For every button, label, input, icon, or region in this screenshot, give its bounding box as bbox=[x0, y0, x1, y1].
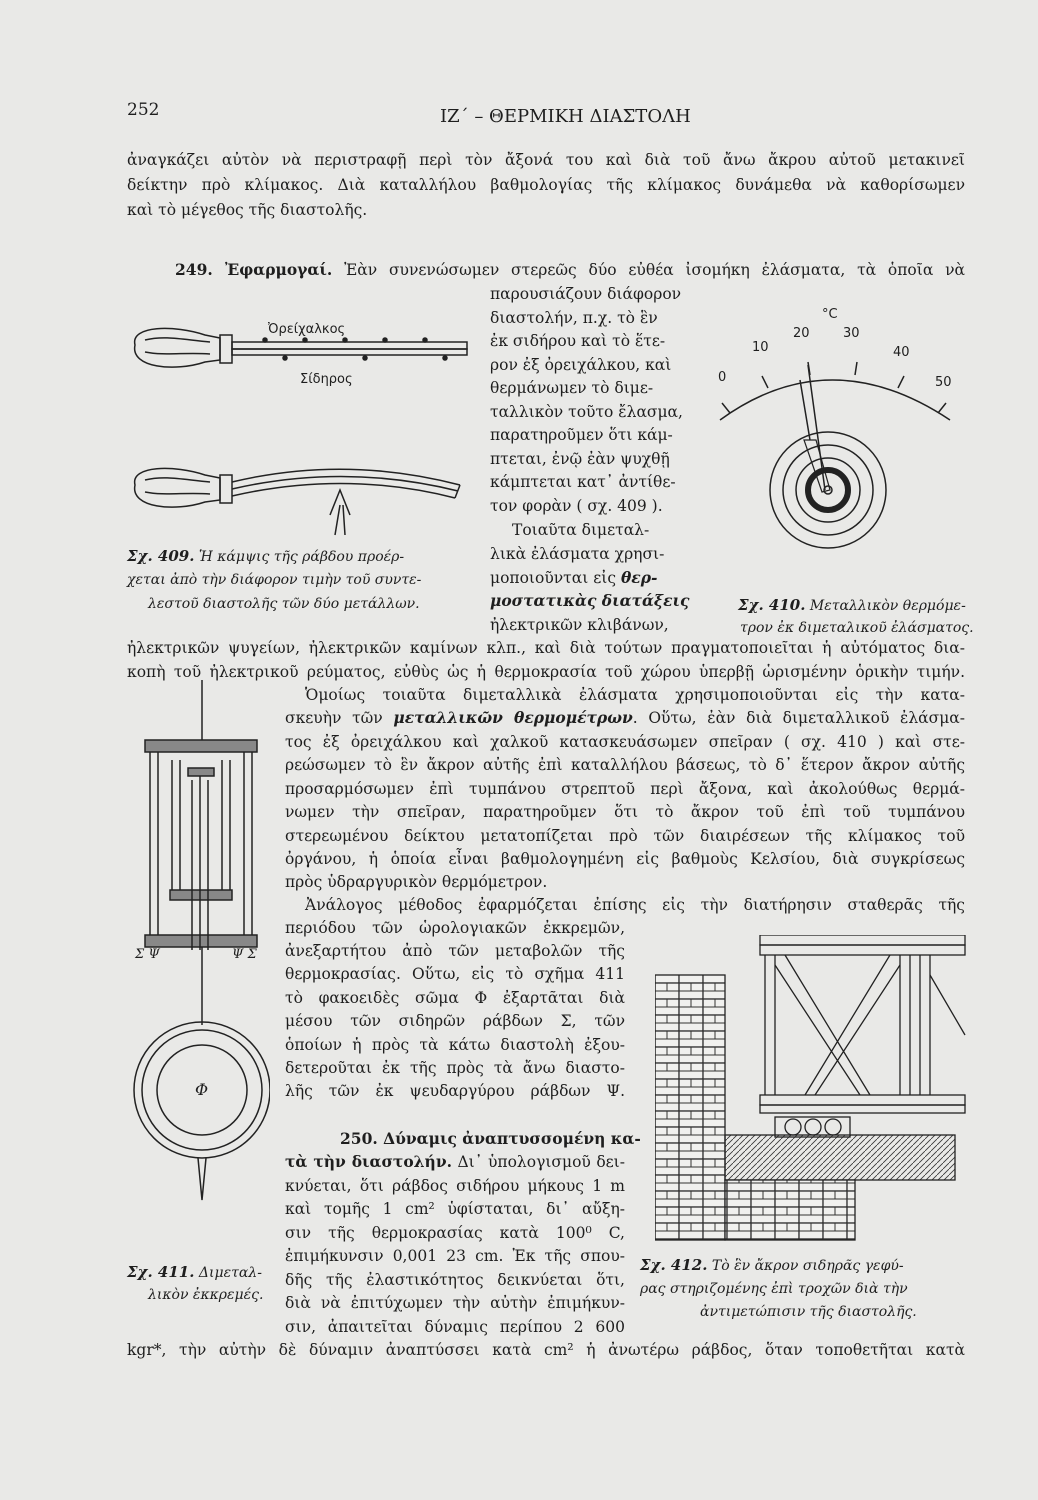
text-line: θερμοκρασίας. Οὕτω, εἰς τὸ σχῆμα 411 bbox=[285, 965, 625, 983]
text-line: τον φορὰν ( σχ. 409 ). bbox=[490, 497, 663, 515]
text: . Οὕτω, ἐὰν διὰ διμεταλλικοῦ ἐλάσμα- bbox=[632, 709, 965, 727]
unit-celsius: °C bbox=[822, 307, 838, 322]
figure-number: Σχ. 412. bbox=[640, 1256, 708, 1274]
tick-label: 50 bbox=[935, 375, 952, 390]
figure-410-caption bbox=[738, 595, 966, 616]
text-line: δῆς τῆς ἐλαστικότητος δεικνύεται ὅτι, bbox=[285, 1271, 625, 1289]
tick-label: 10 bbox=[752, 340, 769, 355]
caption-text: ρας στηριζομένης ἐπὶ τροχῶν διὰ τὴν bbox=[640, 1281, 908, 1297]
figure-409-bimetal-strip bbox=[125, 320, 485, 550]
figure-412-caption bbox=[640, 1255, 904, 1276]
figure-number: Σχ. 409. bbox=[127, 547, 195, 565]
caption-text: Μεταλλικὸν θερμόμε- bbox=[809, 598, 966, 614]
text-line: προσαρμόσωμεν ἐπὶ τυμπάνου στρεπτοῦ περὶ ἄξονα, καὶ ἀκολούθως θερμά- bbox=[285, 780, 965, 798]
caption-text: Διμεταλ- bbox=[198, 1265, 262, 1281]
label-bob: Φ bbox=[195, 1080, 209, 1099]
caption-text: Ἡ κάμψις τῆς ράβδου προέρ- bbox=[198, 549, 405, 565]
text-line: νωμεν τὴν σπεῖραν, παρατηροῦμεν ὅτι τὸ ἄκρον τοῦ ἐπὶ τοῦ τυμπάνου bbox=[285, 803, 965, 821]
caption-text: λικὸν ἐκκρεμές. bbox=[148, 1287, 264, 1303]
text-line: ρον ἐξ ὀρειχάλκου, καὶ bbox=[490, 356, 672, 374]
text-line bbox=[490, 568, 658, 588]
text-line: κοπὴ τοῦ ἠλεκτρικοῦ ρεύματος, εὐθὺς ὡς ἡ θερμοκρασία τοῦ χώρου ὑπερβῇ ὡρισμένην ὁρικὴν τιμήν. bbox=[127, 663, 965, 681]
tick-label: 20 bbox=[793, 326, 810, 341]
text-line: ἐκ σιδήρου καὶ τὸ ἕτε- bbox=[490, 332, 666, 350]
label-rods-right: Ψ Σ bbox=[232, 947, 257, 962]
text-line bbox=[285, 1152, 625, 1172]
section-249-first-line bbox=[175, 260, 965, 280]
text: Δι᾽ ὑπολογισμοῦ δει- bbox=[457, 1153, 626, 1171]
text-line: λικὰ ἐλάσματα χρησι- bbox=[490, 545, 665, 563]
caption-text: λεστοῦ διαστολῆς τῶν δύο μετάλλων. bbox=[148, 596, 420, 612]
text-line: ἀνεξαρτήτου ἀπὸ τῶν μεταβολῶν τῆς bbox=[285, 942, 625, 960]
label-rods-left: Σ Ψ bbox=[135, 947, 160, 962]
figure-number: Σχ. 411. bbox=[127, 1263, 195, 1281]
figure-411-caption bbox=[127, 1262, 262, 1283]
text-line: στερεωμένου δείκτου μετατοπίζεται πρὸ τῶν διαιρέσεων τῆς κλίμακος τοῦ bbox=[285, 827, 965, 845]
text-line: Ὁμοίως τοιαῦτα διμεταλλικὰ ἐλάσματα χρησιμοποιοῦνται εἰς τὴν κατα- bbox=[305, 686, 965, 704]
text-line: ὀργάνου, ἡ ὁποία εἶναι βαθμολογημένη εἰς βαθμοὺς Κελσίου, διὰ συγκρίσεως bbox=[285, 850, 965, 868]
text-line: καὶ τομῆς 1 cm² ὑφίσταται, δι᾽ αὔξη- bbox=[285, 1200, 625, 1218]
text-line: διὰ νὰ ἐπιτύχωμεν τὴν αὐτὴν ἐπιμήκυν- bbox=[285, 1294, 625, 1312]
page-number: 252 bbox=[127, 100, 160, 120]
emphasis: θερ- bbox=[620, 568, 658, 587]
text-line: κνύεται, ὅτι ράβδος σιδήρου μήκους 1 m bbox=[285, 1177, 625, 1195]
figure-409-caption bbox=[127, 546, 404, 567]
text-line: ἠλεκτρικῶν κλιβάνων, bbox=[490, 616, 669, 634]
text-line: παρατηροῦμεν ὅτι κάμ- bbox=[490, 426, 673, 444]
figure-410-metal-thermometer bbox=[700, 300, 970, 570]
text-line: διαστολήν, π.χ. τὸ ἓν bbox=[490, 309, 658, 327]
text-line: ἀναγκάζει αὐτὸν νὰ περιστραφῇ περὶ τὸν ἄξονά του καὶ διὰ τοῦ ἄνω ἄκρου αὐτοῦ μετακινεῖ bbox=[127, 151, 965, 169]
running-title: ΙΖ΄ – ΘΕΡΜΙΚΗ ΔΙΑΣΤΟΛΗ bbox=[440, 106, 691, 127]
text-line: ἐπιμήκυνσιν 0,001 23 cm. Ἐκ τῆς σπου- bbox=[285, 1247, 625, 1265]
text-line: κάμπτεται κατ᾽ ἀντίθε- bbox=[490, 473, 676, 491]
text-line: σιν, ἀπαιτεῖται δύναμις περίπου 2 600 bbox=[285, 1318, 625, 1336]
text-line: Τοιαῦτα διμεταλ- bbox=[512, 521, 650, 539]
text-line: Ἀνάλογος μέθοδος ἐφαρμόζεται ἐπίσης εἰς τὴν διατήρησιν σταθερᾶς τῆς bbox=[305, 896, 965, 914]
label-brass: Ὀρείχαλκος bbox=[268, 322, 346, 337]
text-line: καὶ τὸ μέγεθος τῆς διαστολῆς. bbox=[127, 201, 368, 219]
text: σκευὴν τῶν bbox=[285, 709, 383, 727]
caption-text: ἀντιμετώπισιν τῆς διαστολῆς. bbox=[700, 1304, 917, 1320]
caption-text: χεται ἀπὸ τὴν διάφορον τιμὴν τοῦ συντε- bbox=[127, 572, 422, 588]
text-line bbox=[285, 708, 965, 728]
figure-412-bridge-support bbox=[655, 935, 970, 1245]
caption-text: Τὸ ἓν ἄκρον σιδηρᾶς γεφύ- bbox=[711, 1258, 904, 1274]
tick-label: 0 bbox=[718, 370, 727, 385]
text-line: πρὸς ὑδραργυρικὸν θερμόμετρον. bbox=[285, 873, 548, 891]
text-line: τὸ φακοειδὲς σῶμα Φ ἐξαρτᾶται διὰ bbox=[285, 989, 625, 1007]
section-heading: τὰ τὴν διαστολήν. bbox=[285, 1152, 452, 1171]
text-line: περιόδου τῶν ὡρολογιακῶν ἐκκρεμῶν, bbox=[285, 919, 625, 937]
text-line: λῆς τῶν ἐκ ψευδαργύρου ράβδων Ψ. bbox=[285, 1082, 625, 1100]
text-line: ὁποίων ἡ πρὸς τὰ κάτω διαστολὴ ἐξου- bbox=[285, 1036, 625, 1054]
text-line: τος ἐξ ὀρειχάλκου καὶ χαλκοῦ κατασκευάσωμεν σπεῖραν ( σχ. 410 ) καὶ στε- bbox=[285, 733, 965, 751]
text-line: ἠλεκτρικῶν ψυγείων, ἠλεκτρικῶν καμίνων κλπ., καὶ διὰ τούτων πραγματοποιεῖται ἡ αὐτόματος δια- bbox=[127, 639, 965, 657]
text-line: kgr*, τὴν αὐτὴν δὲ δύναμιν ἀναπτύσσει κατὰ cm² ἡ ἀνωτέρω ράβδος, ὅταν τοποθετῆται κατὰ bbox=[127, 1341, 965, 1359]
text-line: δείκτην πρὸ κλίμακος. Διὰ καταλλήλου βαθμολογίας τῆς κλίμακος δυνάμεθα νὰ καθορίσωμεν bbox=[127, 176, 965, 194]
text-line: πτεται, ἐνῷ ἐὰν ψυχθῇ bbox=[490, 450, 670, 468]
caption-text: τρον ἐκ διμεταλικοῦ ἐλάσματος. bbox=[740, 620, 974, 636]
figure-number: Σχ. 410. bbox=[738, 596, 806, 614]
text-line: θερμάνωμεν τὸ διμε- bbox=[490, 379, 654, 397]
text: Ἐὰν συνενώσωμεν στερεῶς δύο εὐθέα ἰσομήκη ἐλάσματα, τὰ ὁποῖα νὰ bbox=[344, 261, 965, 279]
text-line: ταλλικὸν τοῦτο ἔλασμα, bbox=[490, 403, 683, 421]
text-line: παρουσιάζουν διάφορον bbox=[490, 285, 682, 303]
text: μοποιοῦνται εἰς bbox=[490, 569, 617, 587]
tick-label: 40 bbox=[893, 345, 910, 360]
text-line: σιν τῆς θερμοκρασίας κατὰ 100⁰ C, bbox=[285, 1224, 625, 1242]
text-line: δετεροῦται ἐκ τῆς πρὸς τὰ ἄνω διαστο- bbox=[285, 1059, 625, 1077]
section-250-heading: 250. Δύναμις ἀναπτυσσομένη κα- bbox=[340, 1129, 641, 1148]
tick-label: 30 bbox=[843, 326, 860, 341]
text-line: ρεώσωμεν τὸ ἓν ἄκρον αὐτῆς ἐπὶ καταλλήλου βάσεως, τὸ δ᾽ ἕτερον ἄκρον αὐτῆς bbox=[285, 756, 965, 774]
emphasis: μεταλλικῶν θερμομέτρων bbox=[393, 708, 633, 727]
section-heading: 249. Ἐφαρμογαί. bbox=[175, 260, 333, 279]
emphasis-line: μοστατικὰς διατάξεις bbox=[490, 591, 690, 610]
text-line: μέσου τῶν σιδηρῶν ράβδων Σ, τῶν bbox=[285, 1012, 625, 1030]
label-iron: Σίδηρος bbox=[300, 372, 353, 387]
